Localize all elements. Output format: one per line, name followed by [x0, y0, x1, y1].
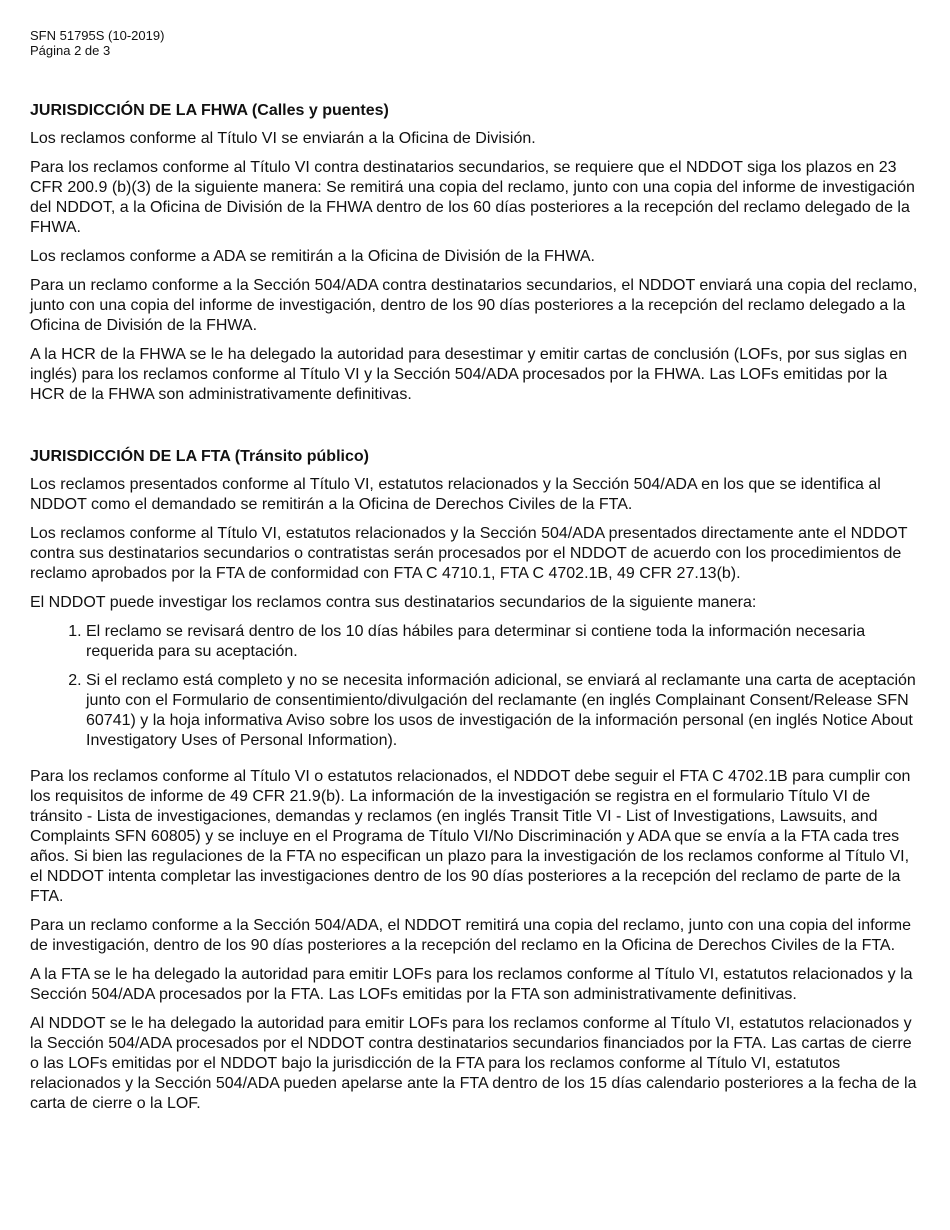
fta-paragraph: Para los reclamos conforme al Título VI o estatutos relacionados, el NDDOT debe seguir el FTA C 4702.1B para cumplir con los requisitos de informe de 49 CFR 21.9(b). La información de la investigación se registra en el formulario Título VI de tránsito - Lista de investigaciones, demandas y reclamos (en inglés Transit Title VI - List of Investigations, Lawsuits, and Complaints SFN 60805) y se incluye en el Programa de Título VI/No Discriminación y ADA que se envía a la FTA cada tres años. Si bien las regulaciones de la FTA no especifican un plazo para la investigación de los reclamos conforme al Título VI, el NDDOT intenta completar las investigaciones dentro de los 90 días posteriores a la recepción del reclamo de parte de la FTA.: [30, 768, 911, 905]
document-page: [30, 28, 922, 1123]
fta-section: [30, 447, 922, 1114]
fta-paragraph: Los reclamos conforme al Título VI, estatutos relacionados y la Sección 504/ADA presentados directamente ante el NDDOT contra sus destinatarios secundarios o contratistas serán procesados por el NDDOT de acuerdo con los procedimientos de reclamo aprobados por la FTA de conformidad con FTA C 4710.1, FTA C 4702.1B, 49 CFR 27.13(b).: [30, 525, 908, 582]
fta-paragraph: Los reclamos presentados conforme al Título VI, estatutos relacionados y la Sección 504/ADA en los que se identifica al NDDOT como el demandado se remitirán a la Oficina de Derechos Civiles de la FTA.: [30, 476, 881, 513]
fta-section-title: JURISDICCIÓN DE LA FTA (Tránsito público): [30, 448, 369, 465]
fta-paragraph: Para un reclamo conforme a la Sección 504/ADA, el NDDOT remitirá una copia del reclamo, junto con una copia del informe de investigación, dentro de los 90 días posteriores a la recepción del reclamo en la Oficina de Derechos Civiles de la FTA.: [30, 917, 912, 954]
fta-paragraph: Al NDDOT se le ha delegado la autoridad para emitir LOFs para los reclamos conforme al Título VI, estatutos relacionados y la Sección 504/ADA procesados por el NDDOT contra destinatarios secundarios financiados por la FTA. Las cartas de cierre o las LOFs emitidas por el NDDOT bajo la jurisdicción de la FTA para los reclamos conforme al Título VI, estatutos relacionados y la Sección 504/ADA pueden apelarse ante la FTA dentro de los 15 días calendario posteriores a la fecha de la carta de cierre o la LOF.: [30, 1015, 917, 1112]
fta-paragraph: A la FTA se le ha delegado la autoridad para emitir LOFs para los reclamos conforme al Título VI, estatutos relacionados y la Sección 504/ADA procesados por la FTA. Las LOFs emitidas por la FTA son administrativamente definitivas.: [30, 966, 913, 1003]
page-number: Página 2 de 3: [30, 43, 111, 58]
fhwa-paragraph: Para los reclamos conforme al Título VI contra destinatarios secundarios, se requiere que el NDDOT siga los plazos en 23 CFR 200.9 (b)(3) de la siguiente manera: Se remitirá una copia del reclamo, junto con una copia del informe de investigación del NDDOT, a la Oficina de División de la FHWA dentro de los 60 días posteriores a la recepción del reclamo delegado de la FHWA.: [30, 159, 915, 236]
fta-investigation-steps: [30, 622, 922, 751]
fta-paragraph: El NDDOT puede investigar los reclamos contra sus destinatarios secundarios de la siguiente manera:: [30, 594, 757, 611]
form-id: SFN 51795S (10-2019): [30, 28, 165, 43]
fhwa-section: [30, 101, 922, 405]
fhwa-section-title: JURISDICCIÓN DE LA FHWA (Calles y puentes): [30, 102, 389, 119]
fhwa-paragraph: Para un reclamo conforme a la Sección 504/ADA contra destinatarios secundarios, el NDDOT enviará una copia del reclamo, junto con una copia del informe de investigación, dentro de los 90 días posteriores a la recepción del reclamo delegado a la Oficina de División de la FHWA.: [30, 277, 918, 334]
fhwa-paragraph: Los reclamos conforme a ADA se remitirán a la Oficina de División de la FHWA.: [30, 248, 595, 265]
page-header: [30, 28, 922, 58]
fhwa-paragraph: Los reclamos conforme al Título VI se enviarán a la Oficina de División.: [30, 130, 536, 147]
list-item: 2. Si el reclamo está completo y no se necesita información adicional, se enviará al reclamante una carta de aceptación junto con el Formulario de consentimiento/divulgación del reclamante (en inglés Complainant Consent/Release SFN 60741) y la hoja informativa Aviso sobre los usos de investigación de la información personal (en inglés Notice About Investigatory Uses of Personal Information).: [86, 671, 922, 751]
fhwa-paragraph: A la HCR de la FHWA se le ha delegado la autoridad para desestimar y emitir cartas de conclusión (LOFs, por sus siglas en inglés) para los reclamos conforme al Título VI y la Sección 504/ADA procesados por la FHWA. Las LOFs emitidas por la HCR de la FHWA son administrativamente definitivas.: [30, 346, 908, 403]
list-item: 1. El reclamo se revisará dentro de los 10 días hábiles para determinar si contiene toda la información necesaria requerida para su aceptación.: [86, 622, 922, 662]
